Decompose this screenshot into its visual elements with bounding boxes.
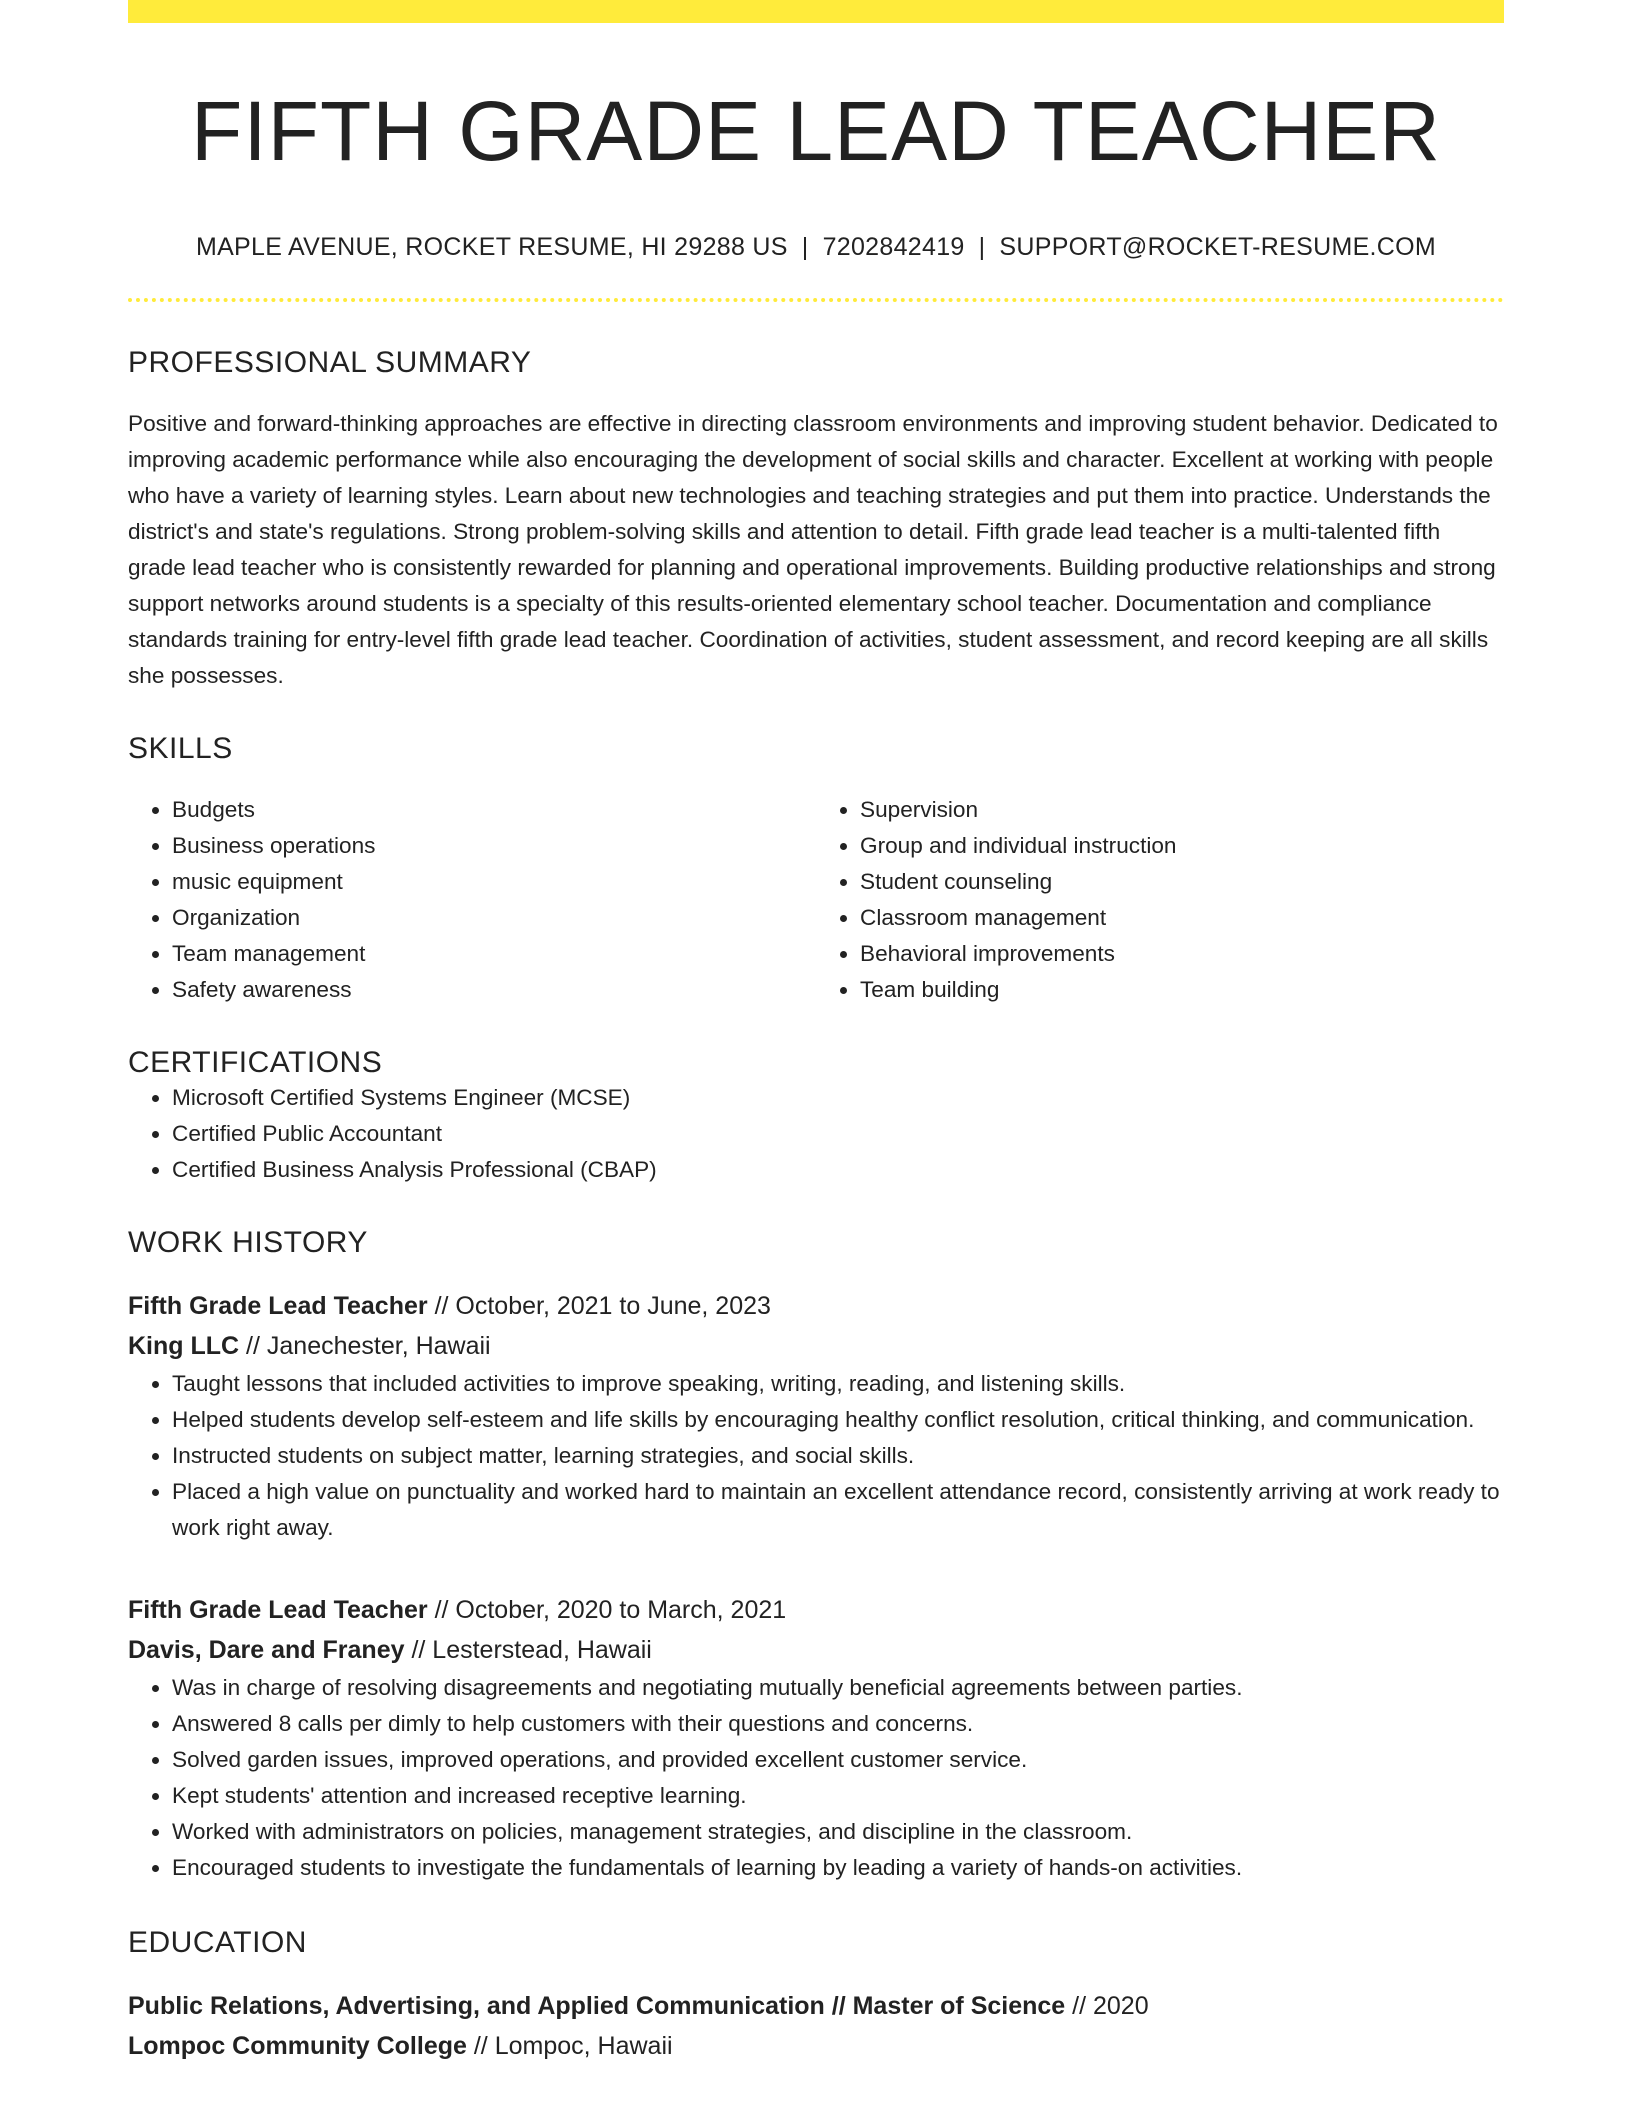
- job-title-line: [128, 1590, 1504, 1630]
- job-bullet: • Solved garden issues, improved operations, and provided excellent customer service.: [172, 1742, 1504, 1778]
- job-bullet: • Placed a high value on punctuality and worked hard to maintain an excellent attendance record, consistently arriving at work ready to work right away.: [172, 1474, 1504, 1546]
- job-role: Fifth Grade Lead Teacher: [128, 1596, 428, 1625]
- job-company: Davis, Dare and Franey: [128, 1636, 405, 1665]
- contact-line: [128, 233, 1504, 262]
- top-accent-bar: [128, 0, 1504, 23]
- skill-item: • Safety awareness: [172, 972, 816, 1008]
- contact-separator: |: [801, 233, 809, 262]
- job-bullet: • Answered 8 calls per dimly to help customers with their questions and concerns.: [172, 1706, 1504, 1742]
- skill-item: • Group and individual instruction: [860, 828, 1504, 864]
- skill-item: • Organization: [172, 900, 816, 936]
- job-bullet: • Instructed students on subject matter, learning strategies, and social skills.: [172, 1438, 1504, 1474]
- contact-phone: 7202842419: [822, 233, 965, 262]
- job-bullet: • Helped students develop self-esteem and life skills by encouraging healthy conflict resolution, critical thinking, and communication.: [172, 1402, 1504, 1438]
- job-bullet: • Was in charge of resolving disagreements and negotiating mutually beneficial agreements between parties.: [172, 1670, 1504, 1706]
- skills-list-right: [816, 792, 1504, 1008]
- job-bullet: • Kept students' attention and increased receptive learning.: [172, 1778, 1504, 1814]
- contact-email: SUPPORT@ROCKET-RESUME.COM: [999, 233, 1437, 262]
- skills-list-left: [128, 792, 816, 1008]
- education-heading: EDUCATION: [128, 1926, 307, 1960]
- education-degree: Public Relations, Advertising, and Applied Communication // Master of Science: [128, 1992, 1066, 2021]
- education-degree-line: [128, 1986, 1504, 2026]
- resume-page: [128, 0, 1504, 2066]
- education-location: // Lompoc, Hawaii: [473, 2032, 673, 2061]
- skill-item: • Team management: [172, 936, 816, 972]
- certifications-heading: CERTIFICATIONS: [128, 1046, 383, 1080]
- contact-separator: |: [978, 233, 986, 262]
- skill-item: • Student counseling: [860, 864, 1504, 900]
- education-year: // 2020: [1072, 1992, 1149, 2021]
- job-dates: // October, 2020 to March, 2021: [434, 1596, 787, 1625]
- job-bullet: • Encouraged students to investigate the fundamentals of learning by leading a variety of hands-on activities.: [172, 1850, 1504, 1886]
- job-bullet: • Taught lessons that included activities to improve speaking, writing, reading, and listening skills.: [172, 1366, 1504, 1402]
- education-school: Lompoc Community College: [128, 2032, 467, 2061]
- skill-item: • Business operations: [172, 828, 816, 864]
- education-entry: [128, 1986, 1504, 2066]
- job-entry: [128, 1590, 1504, 1886]
- certifications-list: [128, 1080, 1504, 1188]
- skill-item: • Classroom management: [860, 900, 1504, 936]
- summary-text: Positive and forward-thinking approaches are effective in directing classroom environments and improving student behavior. Dedicated to improving academic performance while also encouraging the development of social skills and character. Excellent at working with people who have a variety of learning styles. Learn about new technologies and teaching strategies and put them into practice. Understands the district's and state's regulations. Strong problem-solving skills and attention to detail. Fifth grade lead teacher is a multi-talented fifth grade lead teacher who is consistently rewarded for planning and operational improvements. Building productive relationships and strong support networks around students is a specialty of this results-oriented elementary school teacher. Documentation and compliance standards training for entry-level fifth grade lead teacher. Coordination of activities, student assessment, and record keeping are all skills she possesses.: [128, 411, 1498, 689]
- skill-item: • Behavioral improvements: [860, 936, 1504, 972]
- certification-item: • Microsoft Certified Systems Engineer (MCSE): [172, 1080, 1504, 1116]
- job-location: // Lesterstead, Hawaii: [411, 1636, 652, 1665]
- job-title-line: [128, 1286, 1504, 1326]
- job-role: Fifth Grade Lead Teacher: [128, 1292, 428, 1321]
- skills-heading: SKILLS: [128, 732, 233, 766]
- job-bullet-list: [128, 1670, 1504, 1886]
- certification-item: • Certified Public Accountant: [172, 1116, 1504, 1152]
- contact-address: MAPLE AVENUE, ROCKET RESUME, HI 29288 US: [195, 233, 788, 262]
- resume-name: FIFTH GRADE LEAD TEACHER: [191, 84, 1441, 178]
- job-company-line: [128, 1630, 1504, 1670]
- dotted-divider: [128, 298, 1504, 302]
- summary-heading: PROFESSIONAL SUMMARY: [128, 346, 532, 380]
- skill-item: • Supervision: [860, 792, 1504, 828]
- job-dates: // October, 2021 to June, 2023: [434, 1292, 771, 1321]
- job-entry: [128, 1286, 1504, 1546]
- job-bullet: • Worked with administrators on policies, management strategies, and discipline in the classroom.: [172, 1814, 1504, 1850]
- job-bullet-list: [128, 1366, 1504, 1546]
- skill-item: • music equipment: [172, 864, 816, 900]
- job-company: King LLC: [128, 1332, 240, 1361]
- skill-item: • Team building: [860, 972, 1504, 1008]
- certification-item: • Certified Business Analysis Professional (CBAP): [172, 1152, 1504, 1188]
- skill-item: • Budgets: [172, 792, 816, 828]
- work-history-heading: WORK HISTORY: [128, 1226, 368, 1260]
- skills-columns: [128, 792, 1504, 1008]
- job-location: // Janechester, Hawaii: [246, 1332, 491, 1361]
- job-company-line: [128, 1326, 1504, 1366]
- education-school-line: [128, 2026, 1504, 2066]
